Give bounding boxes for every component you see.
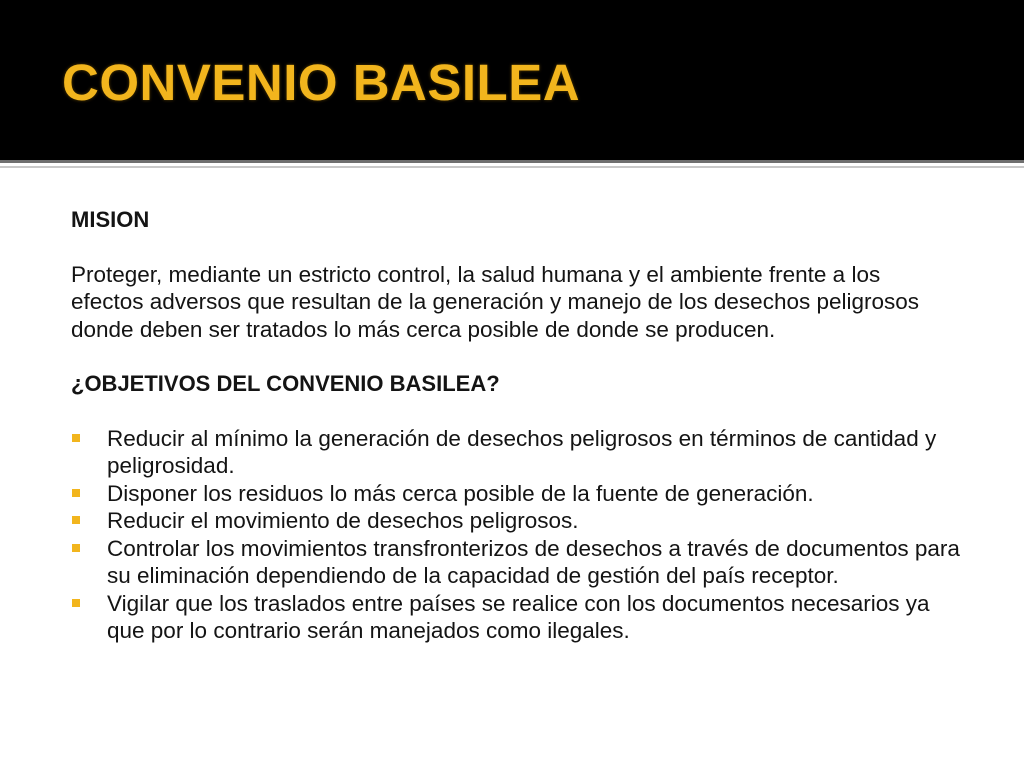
- square-bullet-icon: [72, 544, 80, 552]
- mission-text: Proteger, mediante un estricto control, la salud humana y el ambiente frente a los efectos adversos que resultan de la generación y manejo de los desechos peligrosos donde deben ser tratados lo más cerca posible de donde se producen.: [71, 261, 920, 342]
- title-divider-dark: [0, 160, 1024, 163]
- objectives-list: [71, 425, 971, 645]
- mission-heading: MISION: [71, 207, 150, 232]
- objective-text: Controlar los movimientos transfronterizos de desechos a través de documentos para su eliminación dependiendo de la capacidad de gestión del país receptor.: [107, 535, 960, 588]
- title-bar: [0, 0, 1024, 160]
- square-bullet-icon: [72, 434, 80, 442]
- list-item: [71, 535, 971, 590]
- objective-text: Vigilar que los traslados entre países se realice con los documentos necesarios ya que por lo contrario serán manejados como ilegales.: [107, 590, 930, 643]
- list-item: [71, 590, 971, 645]
- square-bullet-icon: [72, 516, 80, 524]
- list-item: [71, 425, 971, 480]
- slide-title: CONVENIO BASILEA: [62, 54, 581, 111]
- objective-text: Reducir al mínimo la generación de desechos peligrosos en términos de cantidad y peligrosidad.: [107, 425, 937, 478]
- list-item: [71, 507, 971, 535]
- square-bullet-icon: [72, 489, 80, 497]
- list-item: [71, 480, 971, 508]
- square-bullet-icon: [72, 599, 80, 607]
- title-divider-light: [0, 166, 1024, 168]
- slide-body: [71, 206, 971, 645]
- objective-text: Reducir el movimiento de desechos peligrosos.: [107, 508, 579, 533]
- objective-text: Disponer los residuos lo más cerca posible de la fuente de generación.: [107, 480, 814, 506]
- objectives-heading: ¿OBJETIVOS DEL CONVENIO BASILEA?: [71, 371, 500, 396]
